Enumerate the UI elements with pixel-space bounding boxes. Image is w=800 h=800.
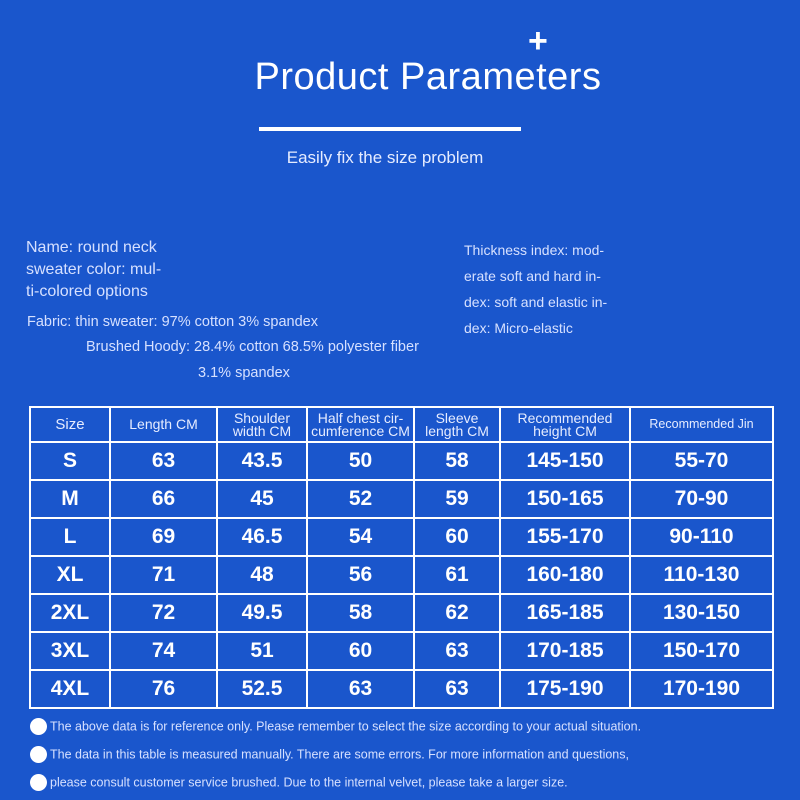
value-cell: 63 (110, 442, 217, 480)
size-table (29, 406, 774, 709)
value-cell: 72 (110, 594, 217, 632)
bullet-icon (30, 718, 47, 735)
value-cell: 145-150 (500, 442, 630, 480)
bullet-icon (30, 774, 47, 791)
value-cell: 76 (110, 670, 217, 708)
note-item (30, 774, 568, 791)
value-cell: 54 (307, 518, 414, 556)
plus-icon: + (528, 22, 548, 60)
size-cell: 3XL (30, 632, 110, 670)
title-underline (259, 127, 521, 131)
value-cell: 51 (217, 632, 307, 670)
value-cell: 70-90 (630, 480, 773, 518)
value-cell: 58 (414, 442, 500, 480)
thickness-line: erate soft and hard in- (464, 268, 601, 284)
value-cell: 110-130 (630, 556, 773, 594)
column-header: Length CM (110, 407, 217, 442)
value-cell: 90-110 (630, 518, 773, 556)
value-cell: 74 (110, 632, 217, 670)
note-item (30, 718, 641, 735)
value-cell: 52.5 (217, 670, 307, 708)
column-header: Shoulder width CM (217, 407, 307, 442)
value-cell: 62 (414, 594, 500, 632)
size-cell: M (30, 480, 110, 518)
value-cell: 150-170 (630, 632, 773, 670)
thickness-info (464, 237, 634, 341)
value-cell: 165-185 (500, 594, 630, 632)
value-cell: 60 (414, 518, 500, 556)
thickness-line: dex: Micro-elastic (464, 320, 573, 336)
value-cell: 160-180 (500, 556, 630, 594)
value-cell: 52 (307, 480, 414, 518)
note-text: The data in this table is measured manually. There are some errors. For more information and questions, (50, 747, 629, 762)
column-header: Sleeve length CM (414, 407, 500, 442)
value-cell: 50 (307, 442, 414, 480)
value-cell: 71 (110, 556, 217, 594)
name-info (26, 237, 196, 303)
value-cell: 46.5 (217, 518, 307, 556)
size-cell: 4XL (30, 670, 110, 708)
value-cell: 58 (307, 594, 414, 632)
value-cell: 170-190 (630, 670, 773, 708)
value-cell: 56 (307, 556, 414, 594)
value-cell: 170-185 (500, 632, 630, 670)
table-row (30, 632, 773, 670)
table-row (30, 556, 773, 594)
note-text: please consult customer service brushed. Due to the internal velvet, please take a larger size. (50, 775, 568, 790)
value-cell: 150-165 (500, 480, 630, 518)
value-cell: 60 (307, 632, 414, 670)
value-cell: 130-150 (630, 594, 773, 632)
name-line: sweater color: mul- (26, 261, 162, 278)
value-cell: 59 (414, 480, 500, 518)
value-cell: 55-70 (630, 442, 773, 480)
name-line: Name: round neck (26, 239, 157, 256)
name-line: ti-colored options (26, 283, 148, 300)
value-cell: 63 (414, 670, 500, 708)
value-cell: 155-170 (500, 518, 630, 556)
table-row (30, 442, 773, 480)
fabric-line: Brushed Hoody: 28.4% cotton 68.5% polyester fiber (86, 339, 419, 355)
bullet-icon (30, 746, 47, 763)
table-row (30, 518, 773, 556)
size-cell: 2XL (30, 594, 110, 632)
table-row (30, 480, 773, 518)
column-header: Size (30, 407, 110, 442)
value-cell: 66 (110, 480, 217, 518)
table-header-row (30, 407, 773, 442)
fabric-line: Fabric: thin sweater: 97% cotton 3% spandex (27, 314, 318, 330)
value-cell: 63 (414, 632, 500, 670)
fabric-line: 3.1% spandex (198, 365, 290, 381)
thickness-line: dex: soft and elastic in- (464, 294, 608, 310)
table-row (30, 670, 773, 708)
column-header: Recommended Jin (630, 407, 773, 442)
value-cell: 45 (217, 480, 307, 518)
column-header: Half chest cir-cumference CM (307, 407, 414, 442)
page-subtitle: Easily fix the size problem (286, 148, 484, 167)
note-item (30, 746, 629, 763)
column-header: Recommended height CM (500, 407, 630, 442)
value-cell: 61 (414, 556, 500, 594)
size-cell: L (30, 518, 110, 556)
page-title: Product Parameters (254, 56, 602, 98)
size-cell: XL (30, 556, 110, 594)
value-cell: 48 (217, 556, 307, 594)
value-cell: 49.5 (217, 594, 307, 632)
value-cell: 69 (110, 518, 217, 556)
table-row (30, 594, 773, 632)
note-text: The above data is for reference only. Please remember to select the size according to your actual situation. (50, 719, 642, 734)
value-cell: 63 (307, 670, 414, 708)
size-cell: S (30, 442, 110, 480)
thickness-line: Thickness index: mod- (464, 242, 605, 258)
value-cell: 43.5 (217, 442, 307, 480)
value-cell: 175-190 (500, 670, 630, 708)
